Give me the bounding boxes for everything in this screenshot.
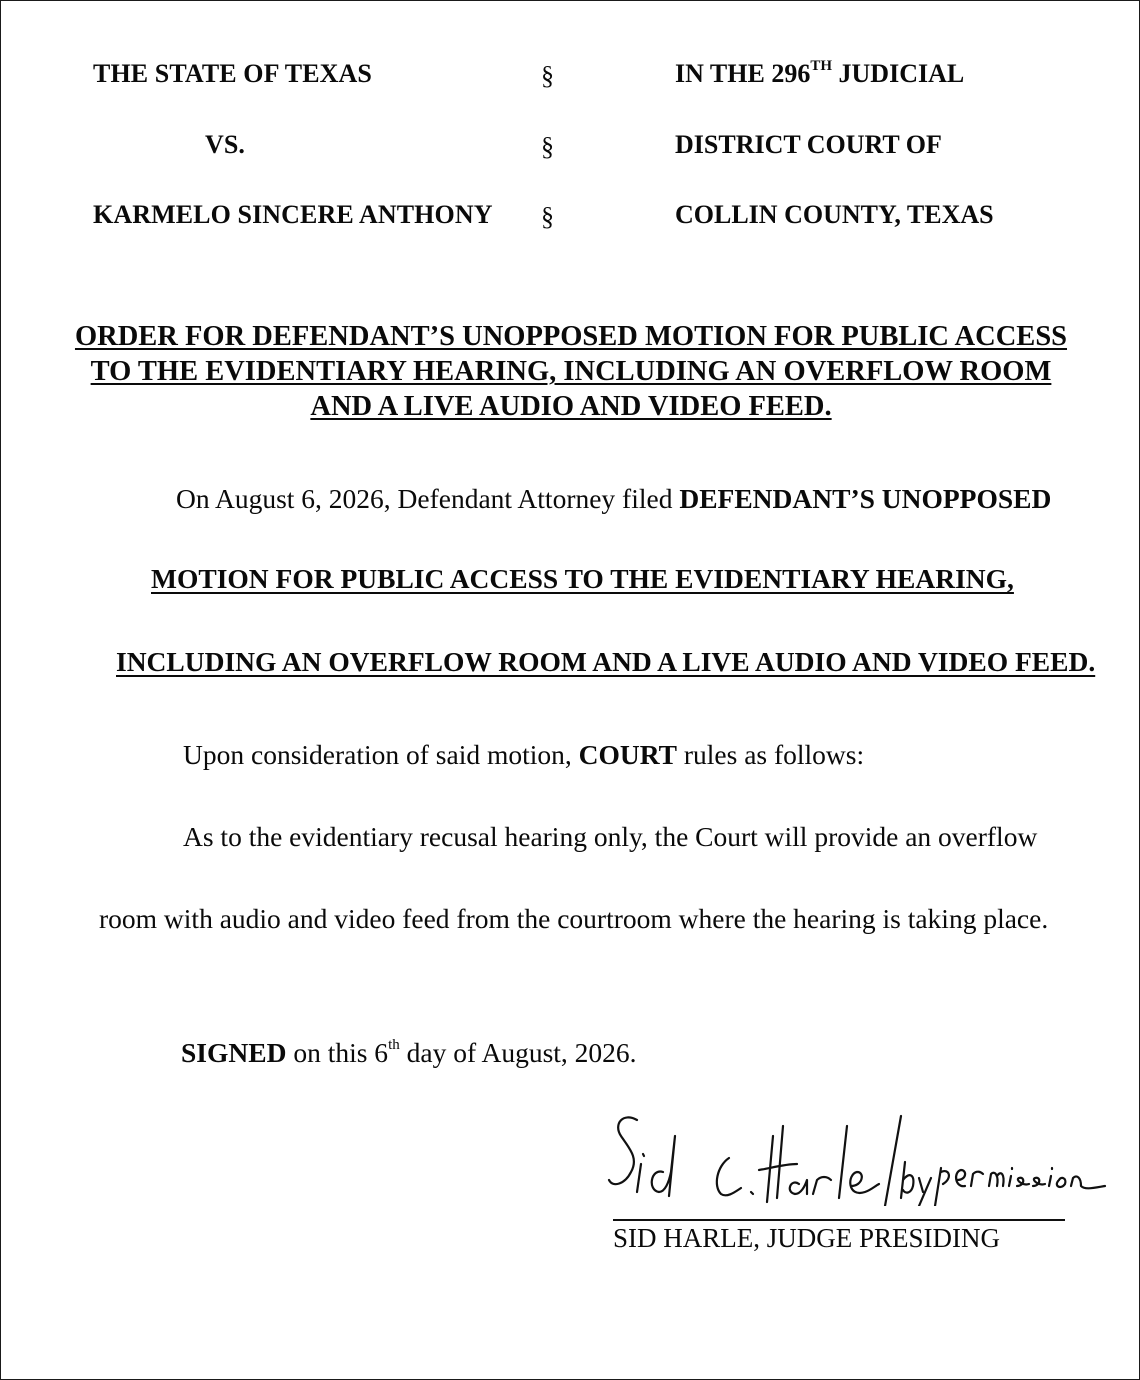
judge-name: SID HARLE, JUDGE PRESIDING	[613, 1223, 1001, 1253]
section-symbol: §	[541, 132, 554, 161]
body-paragraph-3-line-2: room with audio and video feed from the courtroom where the hearing is taking place.	[99, 903, 1049, 934]
caption-state: THE STATE OF TEXAS	[93, 59, 372, 88]
signature-rule	[613, 1219, 1065, 1221]
section-symbol: §	[541, 202, 554, 231]
body-paragraph-1-line-3: INCLUDING AN OVERFLOW ROOM AND A LIVE AUDIO AND VIDEO FEED.	[116, 646, 1096, 677]
signed-date-line: SIGNED on this 6th day of August, 2026.	[181, 1036, 637, 1068]
caption-vs: VS.	[205, 130, 246, 159]
caption-court-line3: COLLIN COUNTY, TEXAS	[675, 200, 994, 229]
order-title	[61, 319, 1081, 424]
body-paragraph-1-line-2: MOTION FOR PUBLIC ACCESS TO THE EVIDENTIARY HEARING,	[151, 563, 1014, 594]
caption-court-line2: DISTRICT COURT OF	[675, 130, 942, 159]
body-paragraph-2: Upon consideration of said motion, COURT rules as follows:	[183, 739, 865, 770]
section-symbol: §	[541, 61, 554, 90]
body-paragraph-1-line-1: On August 6, 2026, Defendant Attorney filed DEFENDANT’S UNOPPOSED	[176, 483, 1052, 514]
handwritten-signature	[601, 1106, 1111, 1206]
order-title-line: AND A LIVE AUDIO AND VIDEO FEED.	[310, 391, 832, 422]
order-title-line: TO THE EVIDENTIARY HEARING, INCLUDING AN OVERFLOW ROOM	[90, 356, 1052, 387]
caption-defendant: KARMELO SINCERE ANTHONY	[93, 200, 493, 229]
body-paragraph-3-line-1: As to the evidentiary recusal hearing only, the Court will provide an overflow	[183, 821, 1038, 852]
caption-court-line1: IN THE 296TH JUDICIAL	[675, 58, 965, 88]
order-title-line: ORDER FOR DEFENDANT’S UNOPPOSED MOTION FOR PUBLIC ACCESS	[74, 321, 1068, 352]
